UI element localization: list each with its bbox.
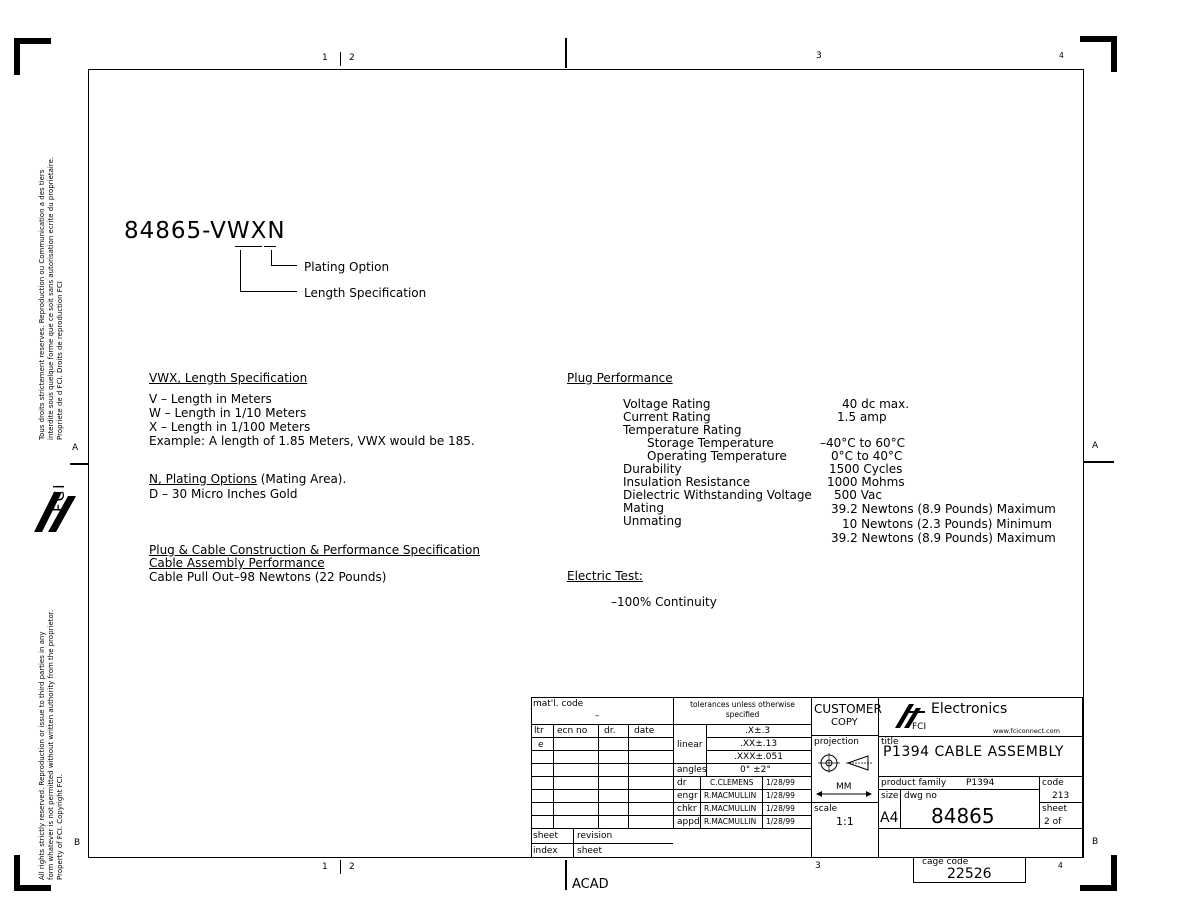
tb-line xyxy=(673,763,811,764)
tb-line xyxy=(811,735,878,736)
tb-line xyxy=(706,737,811,738)
tb-line xyxy=(878,776,1083,777)
revision-label: revision xyxy=(577,831,613,841)
sheet-label: sheet xyxy=(1042,804,1067,814)
zone-top-2: 2 xyxy=(349,53,355,63)
approval-role: dr xyxy=(677,778,687,788)
assembly-title: Cable Assembly Performance xyxy=(149,556,325,570)
spec-value: 0°C to 40°C xyxy=(831,449,903,463)
leader-length-v xyxy=(240,250,241,291)
index-label: index xyxy=(533,846,558,856)
fci-logo-text: FCI xyxy=(50,482,68,512)
copy-label: COPY xyxy=(831,717,858,728)
spec-label: Temperature Rating xyxy=(623,423,742,437)
spec-value: 40 dc max. xyxy=(842,397,910,411)
spec-label: Dielectric Withstanding Voltage xyxy=(623,488,812,502)
product-family-label: product family xyxy=(881,778,947,788)
approval-role: engr xyxy=(677,791,698,801)
part-number: 84865-VWXN xyxy=(124,218,286,244)
zone-center-mark-top xyxy=(565,38,567,68)
leader-length-h xyxy=(240,291,297,292)
title-block xyxy=(531,697,1083,858)
units-arrow-icon xyxy=(816,791,872,797)
approval-date: 1/28/99 xyxy=(766,791,795,800)
spec-value: 1000 Mohms xyxy=(827,475,905,489)
plating-title: N, Plating Options (Mating Area). xyxy=(149,472,347,486)
spec-label: Insulation Resistance xyxy=(623,475,751,489)
zone-side-b-left: B xyxy=(74,838,81,848)
tb-line xyxy=(811,802,878,803)
rev-ecn-label: ecn no xyxy=(557,726,588,736)
spec-label: Current Rating xyxy=(623,410,711,424)
vwx-line-w: W – Length in 1/10 Meters xyxy=(149,406,307,420)
tb-line xyxy=(1039,802,1083,803)
cage-code-value: 22526 xyxy=(947,866,992,882)
website: www.fciconnect.com xyxy=(993,727,1060,735)
approval-date: 1/28/99 xyxy=(766,778,795,787)
electric-line: –100% Continuity xyxy=(611,595,717,609)
leader-plating-h xyxy=(271,265,297,266)
size-value: A4 xyxy=(880,810,899,826)
corner-mark-tl-v xyxy=(14,38,20,75)
tb-line xyxy=(900,789,901,829)
sheet-label-right: sheet xyxy=(577,846,602,856)
matl-code-label: mat'l. code xyxy=(533,699,584,709)
dwg-no-value: 84865 xyxy=(931,804,995,828)
vwx-line-x: X – Length in 1/100 Meters xyxy=(149,420,311,434)
construction-title: Plug & Cable Construction & Performance Specification xyxy=(149,543,480,557)
zone-bottom-4: 4 xyxy=(1058,861,1063,870)
rev-dr-label: dr. xyxy=(604,726,616,736)
spec-value: 10 Newtons (2.3 Pounds) Minimum xyxy=(842,517,1052,531)
sheet-value: 2 of xyxy=(1044,817,1062,827)
spec-value: 39.2 Newtons (8.9 Pounds) Maximum xyxy=(831,531,1056,545)
spec-value: 1500 Cycles xyxy=(829,462,903,476)
corner-mark-tr-v xyxy=(1111,36,1117,72)
tb-line xyxy=(878,697,879,858)
brand-name: Electronics xyxy=(931,701,1008,717)
zone-top-1: 1 xyxy=(322,53,328,63)
spec-label: Storage Temperature xyxy=(647,436,774,450)
drawing-title: P1394 CABLE ASSEMBLY xyxy=(883,744,1064,760)
zone-top-3: 3 xyxy=(816,51,822,61)
spec-label: Mating xyxy=(623,501,664,515)
spec-value: 39.2 Newtons (8.9 Pounds) Maximum xyxy=(831,502,1056,516)
tb-line xyxy=(673,802,811,803)
spec-value: –40°C to 60°C xyxy=(820,436,905,450)
approval-date: 1/28/99 xyxy=(766,817,795,826)
zone-divider xyxy=(340,52,341,66)
callout-plating: Plating Option xyxy=(304,260,390,274)
sheet-label-left: sheet xyxy=(533,831,558,841)
zone-bottom-1: 1 xyxy=(322,862,328,872)
tol-xxx: .XXX±.051 xyxy=(734,752,783,762)
title-label: title xyxy=(881,737,899,747)
zone-side-b-right: B xyxy=(1092,837,1099,847)
spec-value: 500 Vac xyxy=(834,488,882,502)
spec-label: Voltage Rating xyxy=(623,397,711,411)
acad-label: ACAD xyxy=(572,877,609,892)
zone-center-mark-bottom xyxy=(565,860,567,890)
tol-linear-label: linear xyxy=(677,740,703,750)
rights-french: Tous droits strictement reserves. Reproduction ou Communication a des tiers interdite sous quelque forme que ce soit sans autorisation ecrite du proprietaire. Propriete de d FCI. Droits de reproduction FCI xyxy=(38,156,64,440)
tol-angles-label: angles xyxy=(677,765,707,775)
tb-line xyxy=(673,789,811,790)
approval-role: chkr xyxy=(677,804,697,814)
spec-value: 1.5 amp xyxy=(837,410,887,424)
plating-line: D – 30 Micro Inches Gold xyxy=(149,487,298,501)
zone-bottom-2: 2 xyxy=(349,862,355,872)
spec-label: Unmating xyxy=(623,514,682,528)
underline-vwx xyxy=(235,246,262,247)
scale-label: scale xyxy=(814,804,838,814)
zone-tick-a-left xyxy=(70,463,88,465)
tb-line xyxy=(531,843,673,844)
spec-label: Operating Temperature xyxy=(647,449,787,463)
units-label: MM xyxy=(836,782,852,792)
zone-tick-a-right xyxy=(1084,461,1114,463)
tb-line xyxy=(706,750,811,751)
tb-line xyxy=(598,724,599,828)
approval-name: R.MACMULLIN xyxy=(704,791,757,800)
approval-name: R.MACMULLIN xyxy=(704,804,757,813)
zone-side-a-right: A xyxy=(1092,441,1099,451)
tb-line xyxy=(573,828,574,858)
spec-label: Durability xyxy=(623,462,682,476)
cage-code-label: cage code xyxy=(922,857,969,867)
code-label: code xyxy=(1042,778,1064,788)
rev-ltr-label: ltr xyxy=(534,726,544,736)
tol-x: .X±.3 xyxy=(745,726,771,736)
projection-symbol-icon xyxy=(816,752,874,774)
tb-line xyxy=(673,776,811,777)
zone-bottom-3: 3 xyxy=(815,861,821,871)
matl-code-value: – xyxy=(595,711,600,721)
brand-fci: FCI xyxy=(912,722,927,732)
vwx-title: VWX, Length Specification xyxy=(149,371,308,385)
product-family-value: P1394 xyxy=(966,778,995,788)
tb-line xyxy=(878,736,1083,737)
vwx-line-v: V – Length in Meters xyxy=(149,392,272,406)
plug-title: Plug Performance xyxy=(567,371,673,385)
approval-name: C.CLEMENS xyxy=(710,778,754,787)
tol-angles: 0° ±2° xyxy=(740,765,771,775)
callout-length: Length Specification xyxy=(304,286,427,300)
projection-label: projection xyxy=(814,737,859,747)
leader-plating-v xyxy=(271,250,272,265)
rights-english: All rights strictly reserved. Reproduction or issue to third parties in any form whatever is not permitted without written authority from the proprietor. Property of FCI. Copyright FCI. xyxy=(38,609,64,880)
tb-line xyxy=(700,776,701,828)
tb-line xyxy=(811,697,812,858)
approval-name: R.MACMULLIN xyxy=(704,817,757,826)
approval-role: appd xyxy=(677,817,700,827)
corner-mark-br-v xyxy=(1111,855,1117,891)
tolerances-label: tolerances unless otherwise specified xyxy=(690,700,795,719)
tb-line xyxy=(878,789,1039,790)
corner-mark-bl-v xyxy=(14,855,20,891)
tb-line xyxy=(553,724,554,828)
vwx-example: Example: A length of 1.85 Meters, VWX would be 185. xyxy=(149,434,475,448)
size-label: size xyxy=(881,791,899,801)
underline-n xyxy=(264,246,276,247)
dwg-no-label: dwg no xyxy=(904,791,937,801)
zone-side-a-left: A xyxy=(72,443,79,453)
tb-line xyxy=(762,776,763,828)
tb-line xyxy=(673,815,811,816)
zone-top-4: 4 xyxy=(1059,51,1064,60)
tb-line xyxy=(628,724,629,828)
electric-title: Electric Test: xyxy=(567,569,643,583)
scale-value: 1:1 xyxy=(836,815,854,828)
tb-line xyxy=(673,724,811,725)
code-value: 213 xyxy=(1052,791,1070,801)
approval-date: 1/28/99 xyxy=(766,804,795,813)
pullout-line: Cable Pull Out–98 Newtons (22 Pounds) xyxy=(149,570,387,584)
customer-label: CUSTOMER xyxy=(814,702,882,716)
rev-ltr-value: e xyxy=(538,740,544,750)
tb-line xyxy=(878,828,1083,829)
zone-divider-bottom xyxy=(340,860,341,874)
rev-date-label: date xyxy=(634,726,655,736)
tol-xx: .XX±.13 xyxy=(740,739,778,749)
